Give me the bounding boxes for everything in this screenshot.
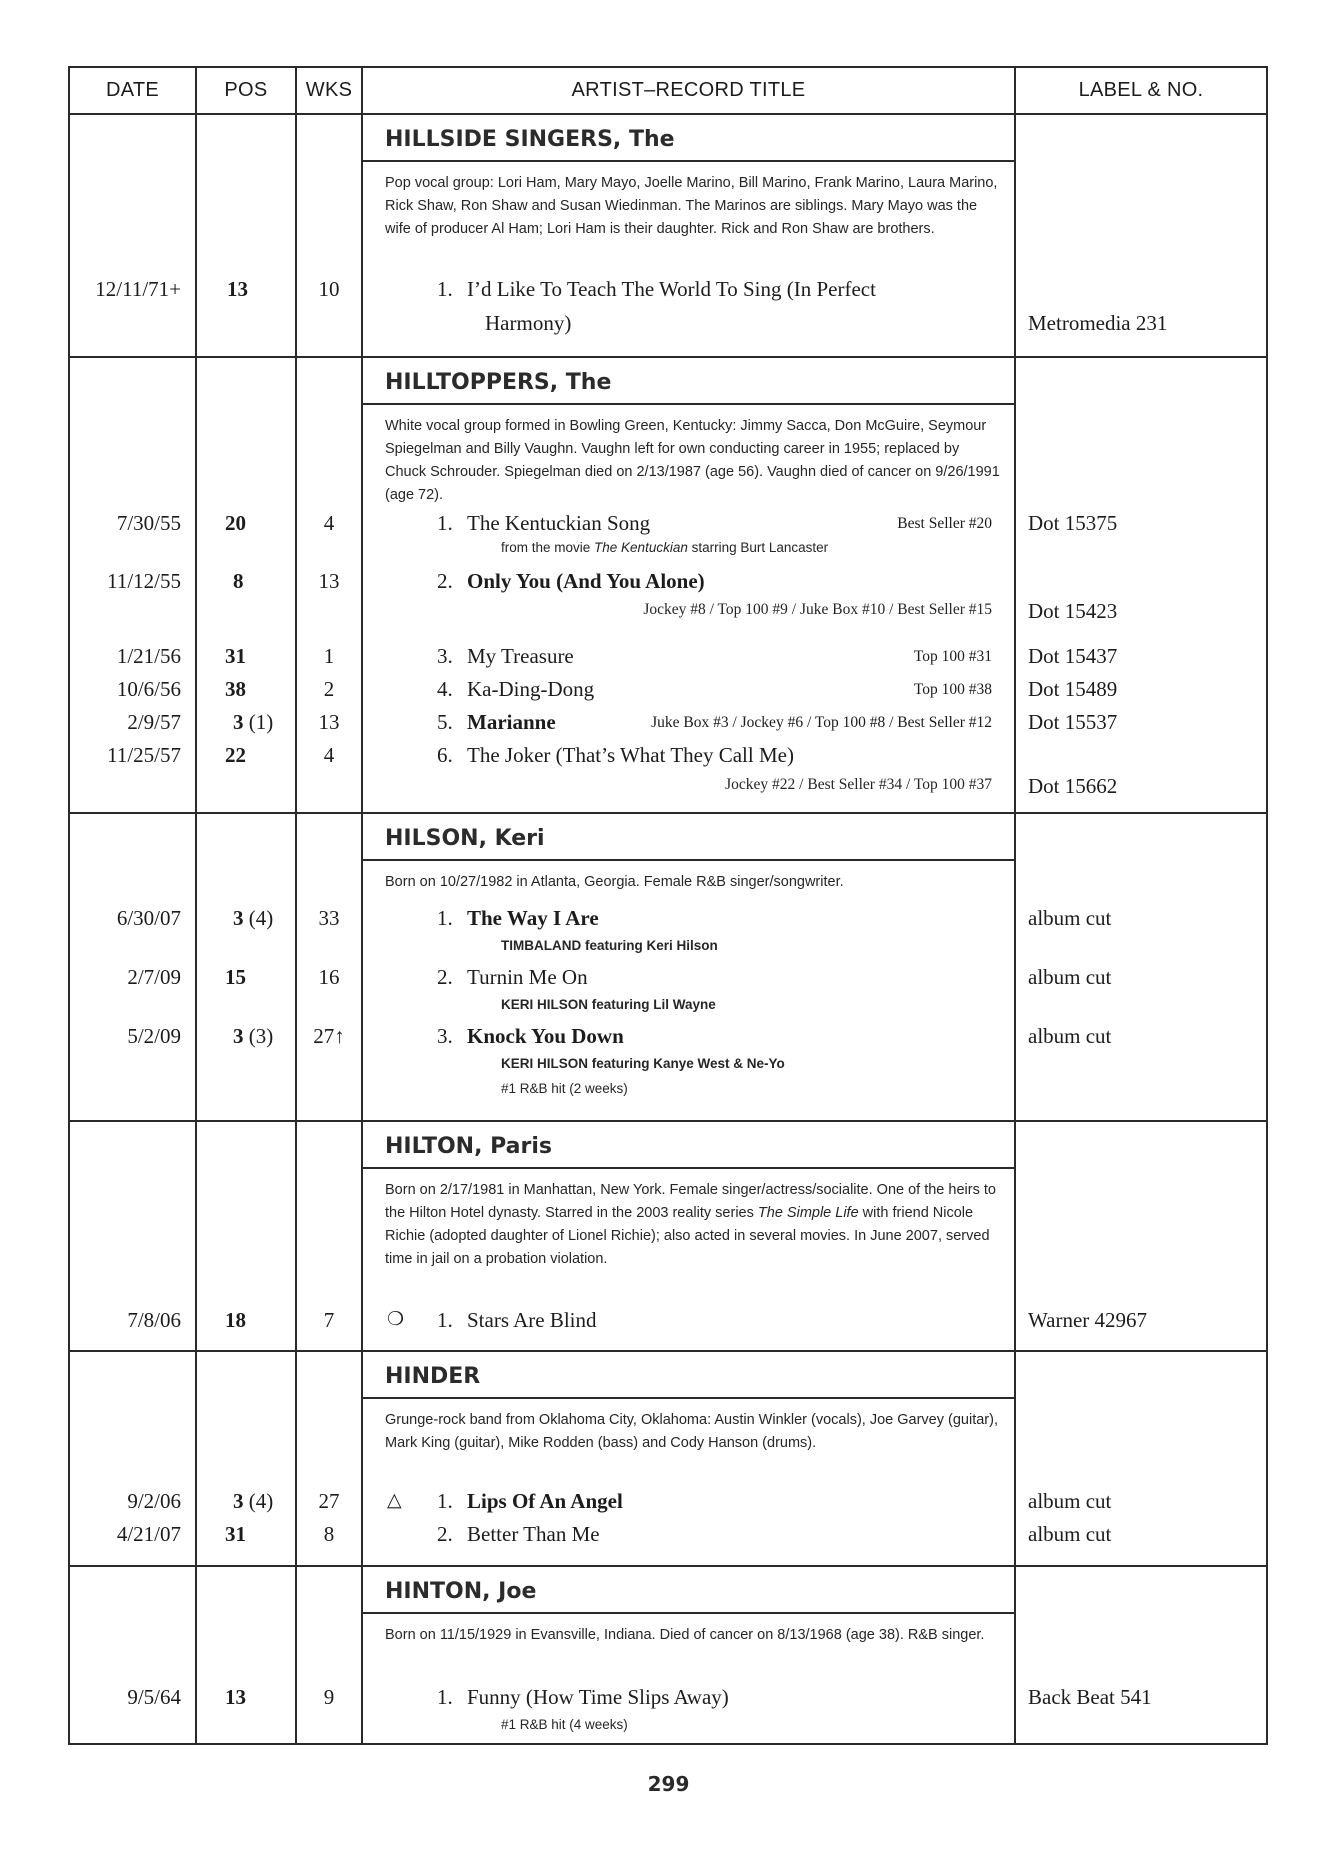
label-cell <box>1015 357 1267 813</box>
track-number: 3. <box>437 1024 453 1048</box>
record-label: Warner 42967 <box>1028 1308 1148 1332</box>
artist-name: HILLSIDE SINGERS, The <box>363 115 1014 162</box>
artist-block <box>69 1351 1267 1566</box>
peak-position: 3 <box>233 1489 244 1513</box>
record-label: Metromedia 231 <box>1028 311 1168 335</box>
weeks-charted: 16 <box>318 965 340 989</box>
header-pos: POS <box>196 67 296 114</box>
header-label-no: LABEL & NO. <box>1015 67 1267 114</box>
title-cell <box>362 1351 1015 1566</box>
track-title: Better Than Me <box>467 1522 600 1546</box>
peak-position: 18 <box>225 1308 246 1332</box>
date-cell <box>69 1351 196 1566</box>
artist-block <box>69 114 1267 357</box>
weeks-charted: 9 <box>323 1685 335 1709</box>
track-number: 2. <box>437 1522 453 1546</box>
artist-bio <box>363 1169 1014 1273</box>
weeks-charted: 2 <box>323 677 335 701</box>
weeks-charted: 13 <box>318 710 340 734</box>
track-title: Stars Are Blind <box>467 1308 597 1332</box>
artist-bio: Grunge-rock band from Oklahoma City, Oklahoma: Austin Winkler (vocals), Joe Garvey (guitar), Mark King (guitar), Mike Rodden (bass) and Cody Hanson (drums). <box>385 1412 998 1451</box>
record-label: Dot 15662 <box>1028 774 1118 798</box>
triangle-symbol-icon: △ <box>387 1490 402 1511</box>
chart-date: 4/21/07 <box>116 1522 181 1546</box>
chart-table <box>68 66 1268 1745</box>
track-number: 1. <box>437 511 453 535</box>
weeks-charted: 13 <box>318 569 340 593</box>
weeks-at-peak: (1) <box>248 710 274 734</box>
artist-name: HINTON, Joe <box>363 1567 1014 1614</box>
track-number: 1. <box>437 1489 453 1513</box>
weeks-at-peak: (4) <box>248 906 274 930</box>
label-cell <box>1015 114 1267 357</box>
track-note <box>501 540 828 555</box>
record-label: album cut <box>1028 1522 1112 1546</box>
date-cell <box>69 1121 196 1351</box>
wks-cell <box>296 357 362 813</box>
peak-position: 3 <box>233 710 244 734</box>
artist-name: HINDER <box>363 1352 1014 1399</box>
peak-position: 13 <box>225 1685 246 1709</box>
track-number: 1. <box>437 1308 453 1332</box>
wks-cell <box>296 1121 362 1351</box>
track-number: 1. <box>437 277 453 301</box>
chart-page <box>68 66 1266 1745</box>
chart-date: 1/21/56 <box>116 644 181 668</box>
chart-date: 6/30/07 <box>116 906 181 930</box>
artist-block <box>69 357 1267 813</box>
track-number: 1. <box>437 1685 453 1709</box>
peak-position: 31 <box>225 1522 246 1546</box>
bio-text: Born on 2/17/1981 in Manhattan, New York. Female singer/actress/socialite. One of the heirs to the Hilton Hotel dynasty. Starred in the 2003 reality series <box>385 1182 996 1221</box>
chart-peaks: Top 100 #31 <box>913 648 992 665</box>
tv-series-title: The Simple Life <box>757 1205 859 1221</box>
peak-position-group <box>233 906 273 931</box>
artist-bio: White vocal group formed in Bowling Green, Kentucky: Jimmy Sacca, Don McGuire, Seymour Spiegelman and Billy Vaughn. Vaughn left for own conducting career in 1955; replaced by Chuck Schrouder. Spiegelman died on 2/13/1987 (age 56). Vaughn died of cancer on 9/26/1991 (age 72). <box>385 418 1000 503</box>
track-title-line2: Harmony) <box>485 311 572 335</box>
track-number: 1. <box>437 906 453 930</box>
weeks-at-peak: (3) <box>248 1024 274 1048</box>
track-note: #1 R&B hit (4 weeks) <box>501 1717 628 1732</box>
peak-position: 20 <box>225 511 246 535</box>
track-title: Funny (How Time Slips Away) <box>467 1685 729 1709</box>
weeks-charted: 10 <box>318 277 340 301</box>
chart-date: 9/2/06 <box>127 1489 181 1513</box>
chart-date: 11/25/57 <box>107 743 181 767</box>
track-title: My Treasure <box>467 644 574 668</box>
record-label: Dot 15375 <box>1028 511 1118 535</box>
artist-bio: Born on 10/27/1982 in Atlanta, Georgia. Female R&B singer/songwriter. <box>385 874 844 890</box>
peak-position: 3 <box>233 1024 244 1048</box>
peak-position: 8 <box>233 569 244 593</box>
title-cell <box>362 1121 1015 1351</box>
track-number: 4. <box>437 677 453 701</box>
peak-position: 31 <box>225 644 246 668</box>
artist-name: HILLTOPPERS, The <box>363 358 1014 405</box>
artist-credit: KERI HILSON featuring Lil Wayne <box>501 997 716 1012</box>
weeks-charted: 7 <box>323 1308 335 1332</box>
label-cell <box>1015 1566 1267 1744</box>
chart-date: 10/6/56 <box>116 677 181 701</box>
record-label: Back Beat 541 <box>1028 1685 1152 1709</box>
track-number: 2. <box>437 965 453 989</box>
record-label: Dot 15437 <box>1028 644 1118 668</box>
artist-name: HILSON, Keri <box>363 814 1014 861</box>
artist-block <box>69 1566 1267 1744</box>
record-label: album cut <box>1028 906 1112 930</box>
chart-date: 12/11/71+ <box>95 277 181 301</box>
pos-cell <box>196 1351 296 1566</box>
header-row <box>69 67 1267 114</box>
weeks-charted: 8 <box>323 1522 335 1546</box>
track-title: I’d Like To Teach The World To Sing (In Perfect <box>467 277 876 301</box>
artist-name: HILTON, Paris <box>363 1122 1014 1169</box>
record-label: Dot 15537 <box>1028 710 1118 734</box>
track-title: Marianne <box>467 710 556 734</box>
wks-cell <box>296 1351 362 1566</box>
chart-date: 9/5/64 <box>127 1685 181 1709</box>
note-text: from the movie <box>501 540 595 555</box>
weeks-charted: 27↑ <box>313 1024 345 1048</box>
pos-cell <box>196 813 296 1121</box>
peak-position: 22 <box>225 743 246 767</box>
chart-date: 5/2/09 <box>127 1024 181 1048</box>
title-cell <box>362 114 1015 357</box>
weeks-charted: 1 <box>323 644 335 668</box>
track-title: The Kentuckian Song <box>467 511 651 535</box>
weeks-charted: 4 <box>323 511 335 535</box>
note-text: starring Burt Lancaster <box>687 540 829 555</box>
chart-date: 7/30/55 <box>116 511 181 535</box>
header-artist-record-title: ARTIST–RECORD TITLE <box>362 67 1015 114</box>
weeks-at-peak: (4) <box>248 1489 274 1513</box>
circle-symbol-icon: ❍ <box>387 1309 405 1330</box>
label-cell <box>1015 1121 1267 1351</box>
artist-block <box>69 813 1267 1121</box>
artist-bio: Pop vocal group: Lori Ham, Mary Mayo, Joelle Marino, Bill Marino, Frank Marino, Laura Marino, Rick Shaw, Ron Shaw and Susan Wiedinman. The Marinos are siblings. Mary Mayo was the wife of producer Al Ham; Lori Ham is their daughter. Rick and Ron Shaw are brothers. <box>385 175 998 237</box>
pos-cell <box>196 357 296 813</box>
wks-cell <box>296 1566 362 1744</box>
movie-title: The Kentuckian <box>594 540 688 555</box>
record-label: Dot 15489 <box>1028 677 1118 701</box>
chart-date: 11/12/55 <box>107 569 181 593</box>
peak-position: 3 <box>233 906 244 930</box>
page-number: 299 <box>647 1772 690 1796</box>
artist-block <box>69 1121 1267 1351</box>
artist-bio: Born on 11/15/1929 in Evansville, Indiana. Died of cancer on 8/13/1968 (age 38). R&B singer. <box>385 1627 985 1643</box>
pos-cell <box>196 114 296 357</box>
peak-position-group <box>233 710 273 735</box>
pos-cell <box>196 1121 296 1351</box>
peak-position-group <box>233 1489 273 1514</box>
title-cell <box>362 1566 1015 1744</box>
track-title: The Joker (That’s What They Call Me) <box>467 743 794 767</box>
chart-peaks: Best Seller #20 <box>897 515 992 532</box>
artist-credit: TIMBALAND featuring Keri Hilson <box>501 938 718 953</box>
track-number: 6. <box>437 743 453 767</box>
record-label: album cut <box>1028 1024 1112 1048</box>
artist-credit: KERI HILSON featuring Kanye West & Ne-Yo <box>501 1056 785 1071</box>
track-title: Turnin Me On <box>467 965 588 989</box>
weeks-charted: 33 <box>318 906 340 930</box>
record-label: Dot 15423 <box>1028 599 1118 623</box>
track-title: Lips Of An Angel <box>467 1489 623 1513</box>
chart-peaks: Jockey #22 / Best Seller #34 / Top 100 #37 <box>725 776 992 793</box>
track-title: The Way I Are <box>467 906 599 930</box>
date-cell <box>69 1566 196 1744</box>
weeks-charted: 27 <box>318 1489 340 1513</box>
track-title: Knock You Down <box>467 1024 624 1048</box>
track-number: 5. <box>437 710 453 734</box>
weeks-charted: 4 <box>323 743 335 767</box>
title-cell <box>362 357 1015 813</box>
chart-peaks: Jockey #8 / Top 100 #9 / Juke Box #10 / Best Seller #15 <box>643 601 992 618</box>
track-title: Only You (And You Alone) <box>467 569 705 593</box>
track-title: Ka-Ding-Dong <box>467 677 595 701</box>
chart-peaks: Juke Box #3 / Jockey #6 / Top 100 #8 / Best Seller #12 <box>651 714 992 731</box>
label-cell <box>1015 1351 1267 1566</box>
chart-date: 2/9/57 <box>127 710 181 734</box>
track-note: #1 R&B hit (2 weeks) <box>501 1081 628 1096</box>
peak-position: 38 <box>225 677 246 701</box>
record-label: album cut <box>1028 1489 1112 1513</box>
title-cell <box>362 813 1015 1121</box>
peak-position: 13 <box>227 277 248 301</box>
chart-date: 7/8/06 <box>127 1308 181 1332</box>
date-cell <box>69 114 196 357</box>
header-wks: WKS <box>296 67 362 114</box>
date-cell <box>69 813 196 1121</box>
wks-cell <box>296 813 362 1121</box>
chart-peaks: Top 100 #38 <box>913 681 992 698</box>
pos-cell <box>196 1566 296 1744</box>
wks-cell <box>296 114 362 357</box>
track-number: 3. <box>437 644 453 668</box>
peak-position-group <box>233 1024 273 1049</box>
chart-date: 2/7/09 <box>127 965 181 989</box>
peak-position: 15 <box>225 965 246 989</box>
label-cell <box>1015 813 1267 1121</box>
date-cell <box>69 357 196 813</box>
track-number: 2. <box>437 569 453 593</box>
bio-text: with friend Nicole Richie (adopted daughter of Lionel Richie); also acted in several movies. In June 2007, served time in jail on a probation violation. <box>385 1205 990 1267</box>
header-date: DATE <box>69 67 196 114</box>
record-label: album cut <box>1028 965 1112 989</box>
